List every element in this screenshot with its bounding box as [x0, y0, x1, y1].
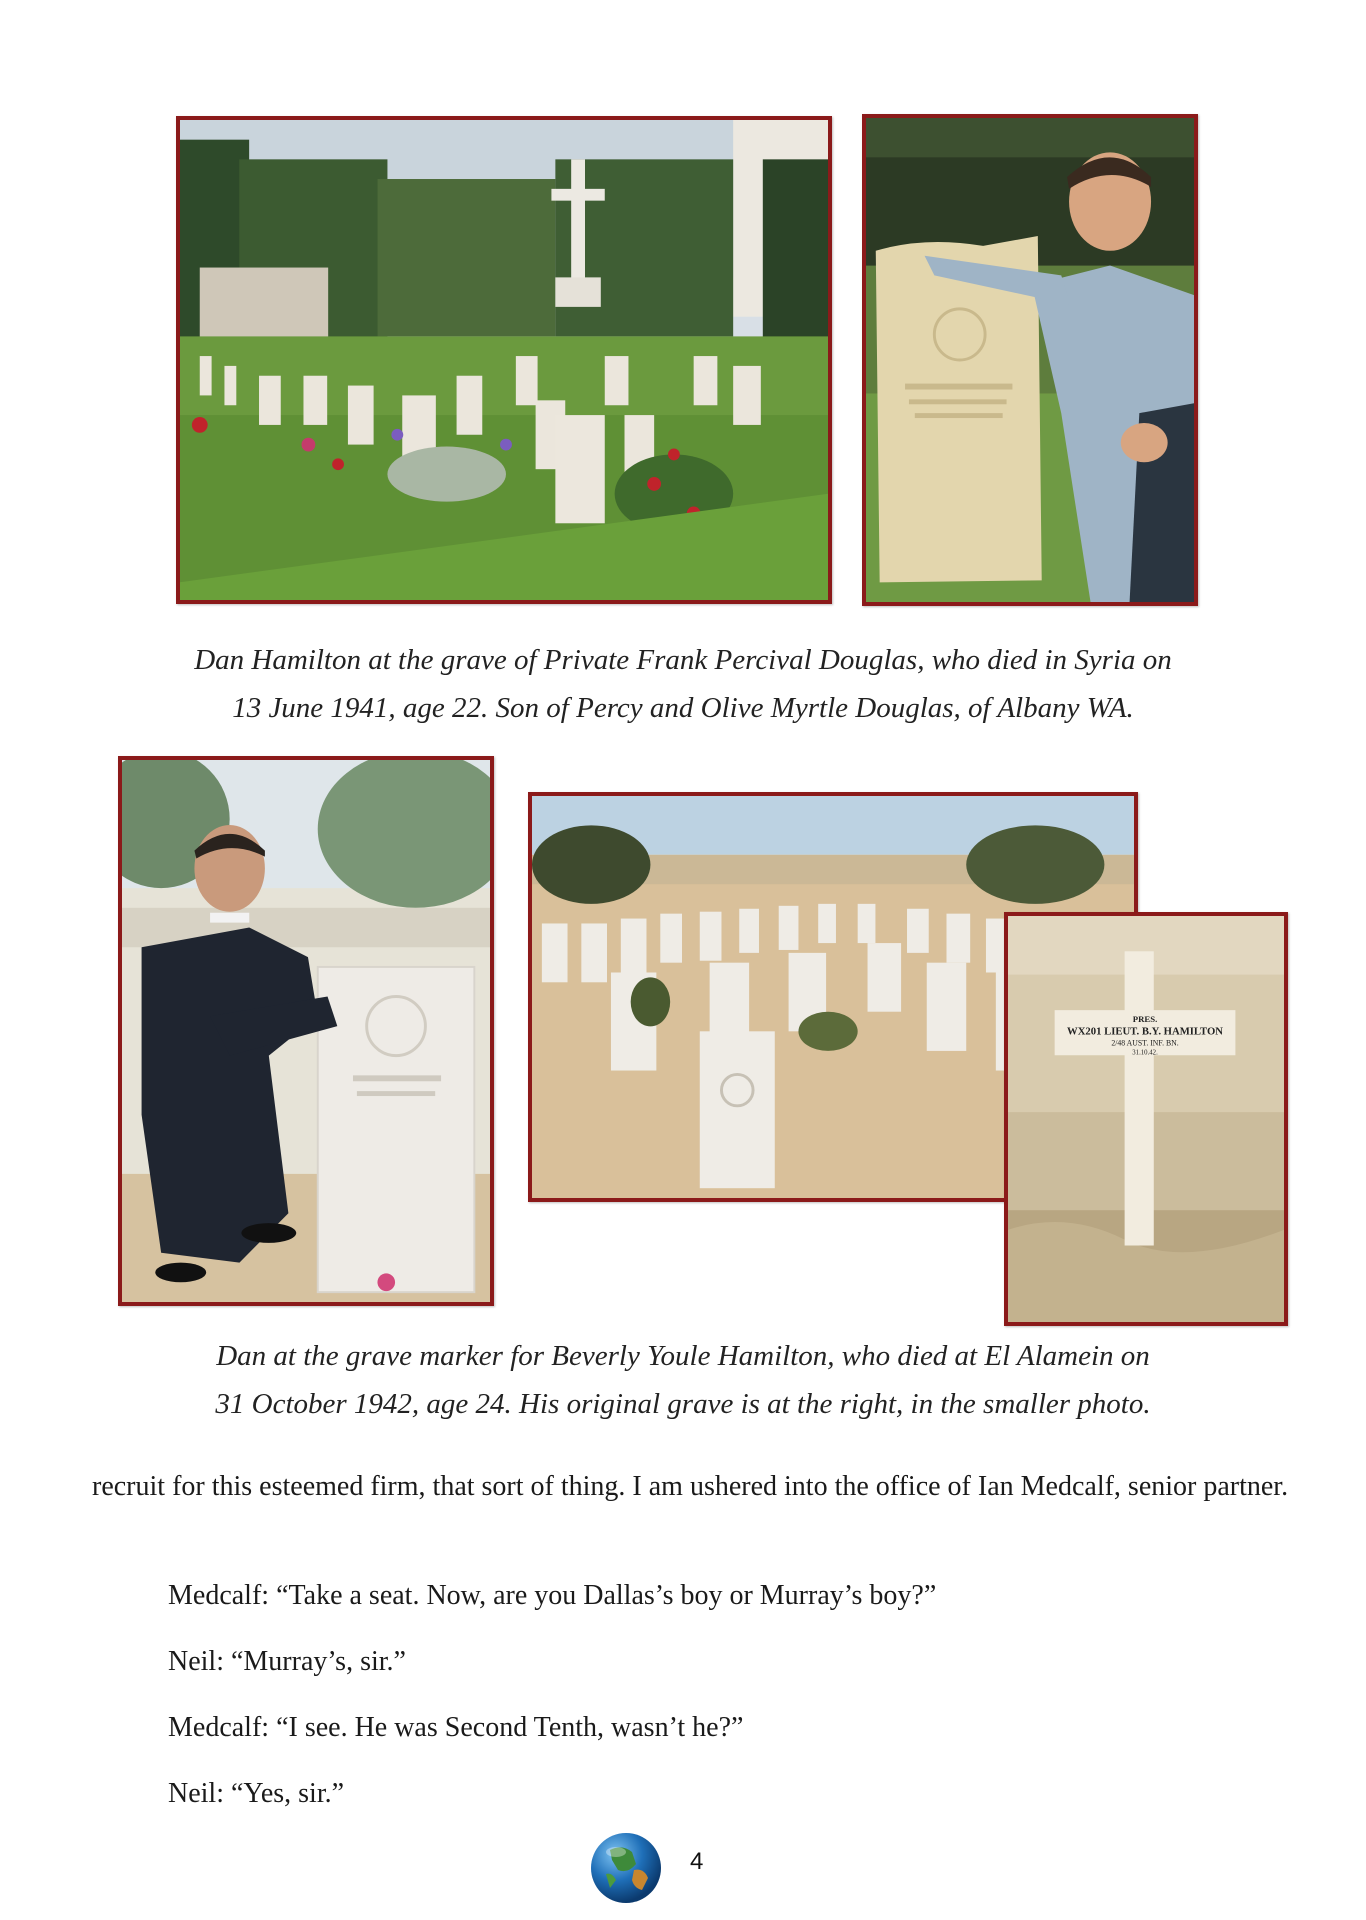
dialogue-line: Medcalf: “I see. He was Second Tenth, wasn’t he?”	[168, 1712, 744, 1743]
photo-dan-at-hamilton-grave	[118, 756, 494, 1306]
caption-top	[0, 636, 1366, 732]
caption-bottom	[0, 1332, 1366, 1428]
caption-top-line-2: 13 June 1941, age 22. Son of Percy and Olive Myrtle Douglas, of Albany WA.	[232, 692, 1134, 724]
photo-dan-at-douglas-grave	[862, 114, 1198, 606]
caption-top-line-1: Dan Hamilton at the grave of Private Frank Percival Douglas, who died in Syria on	[194, 644, 1172, 676]
cross-text-line-3: 2/48 AUST. INF. BN.	[1111, 1038, 1179, 1048]
cross-text-line-4: 31.10.42.	[1132, 1049, 1158, 1057]
page-number: 4	[690, 1848, 704, 1875]
photo-cemetery-garden	[176, 116, 832, 604]
dialogue-line: Neil: “Yes, sir.”	[168, 1778, 345, 1809]
dialogue-line: Neil: “Murray’s, sir.”	[168, 1646, 406, 1677]
body-paragraph: recruit for this esteemed firm, that sort of thing. I am ushered into the office of Ian Medcalf, senior partner.	[92, 1471, 1289, 1502]
cross-text-line-1: PRES.	[1132, 1013, 1158, 1024]
caption-bottom-line-2: 31 October 1942, age 24. His original grave is at the right, in the smaller photo.	[215, 1388, 1151, 1420]
dialogue-line: Medcalf: “Take a seat. Now, are you Dallas’s boy or Murray’s boy?”	[168, 1580, 937, 1611]
caption-bottom-line-1: Dan at the grave marker for Beverly Youle Hamilton, who died at El Alamein on	[216, 1340, 1150, 1372]
photo-original-grave	[1004, 912, 1288, 1326]
globe-icon	[588, 1830, 664, 1906]
cross-text-line-2: WX201 LIEUT. B.Y. HAMILTON	[1067, 1025, 1224, 1038]
